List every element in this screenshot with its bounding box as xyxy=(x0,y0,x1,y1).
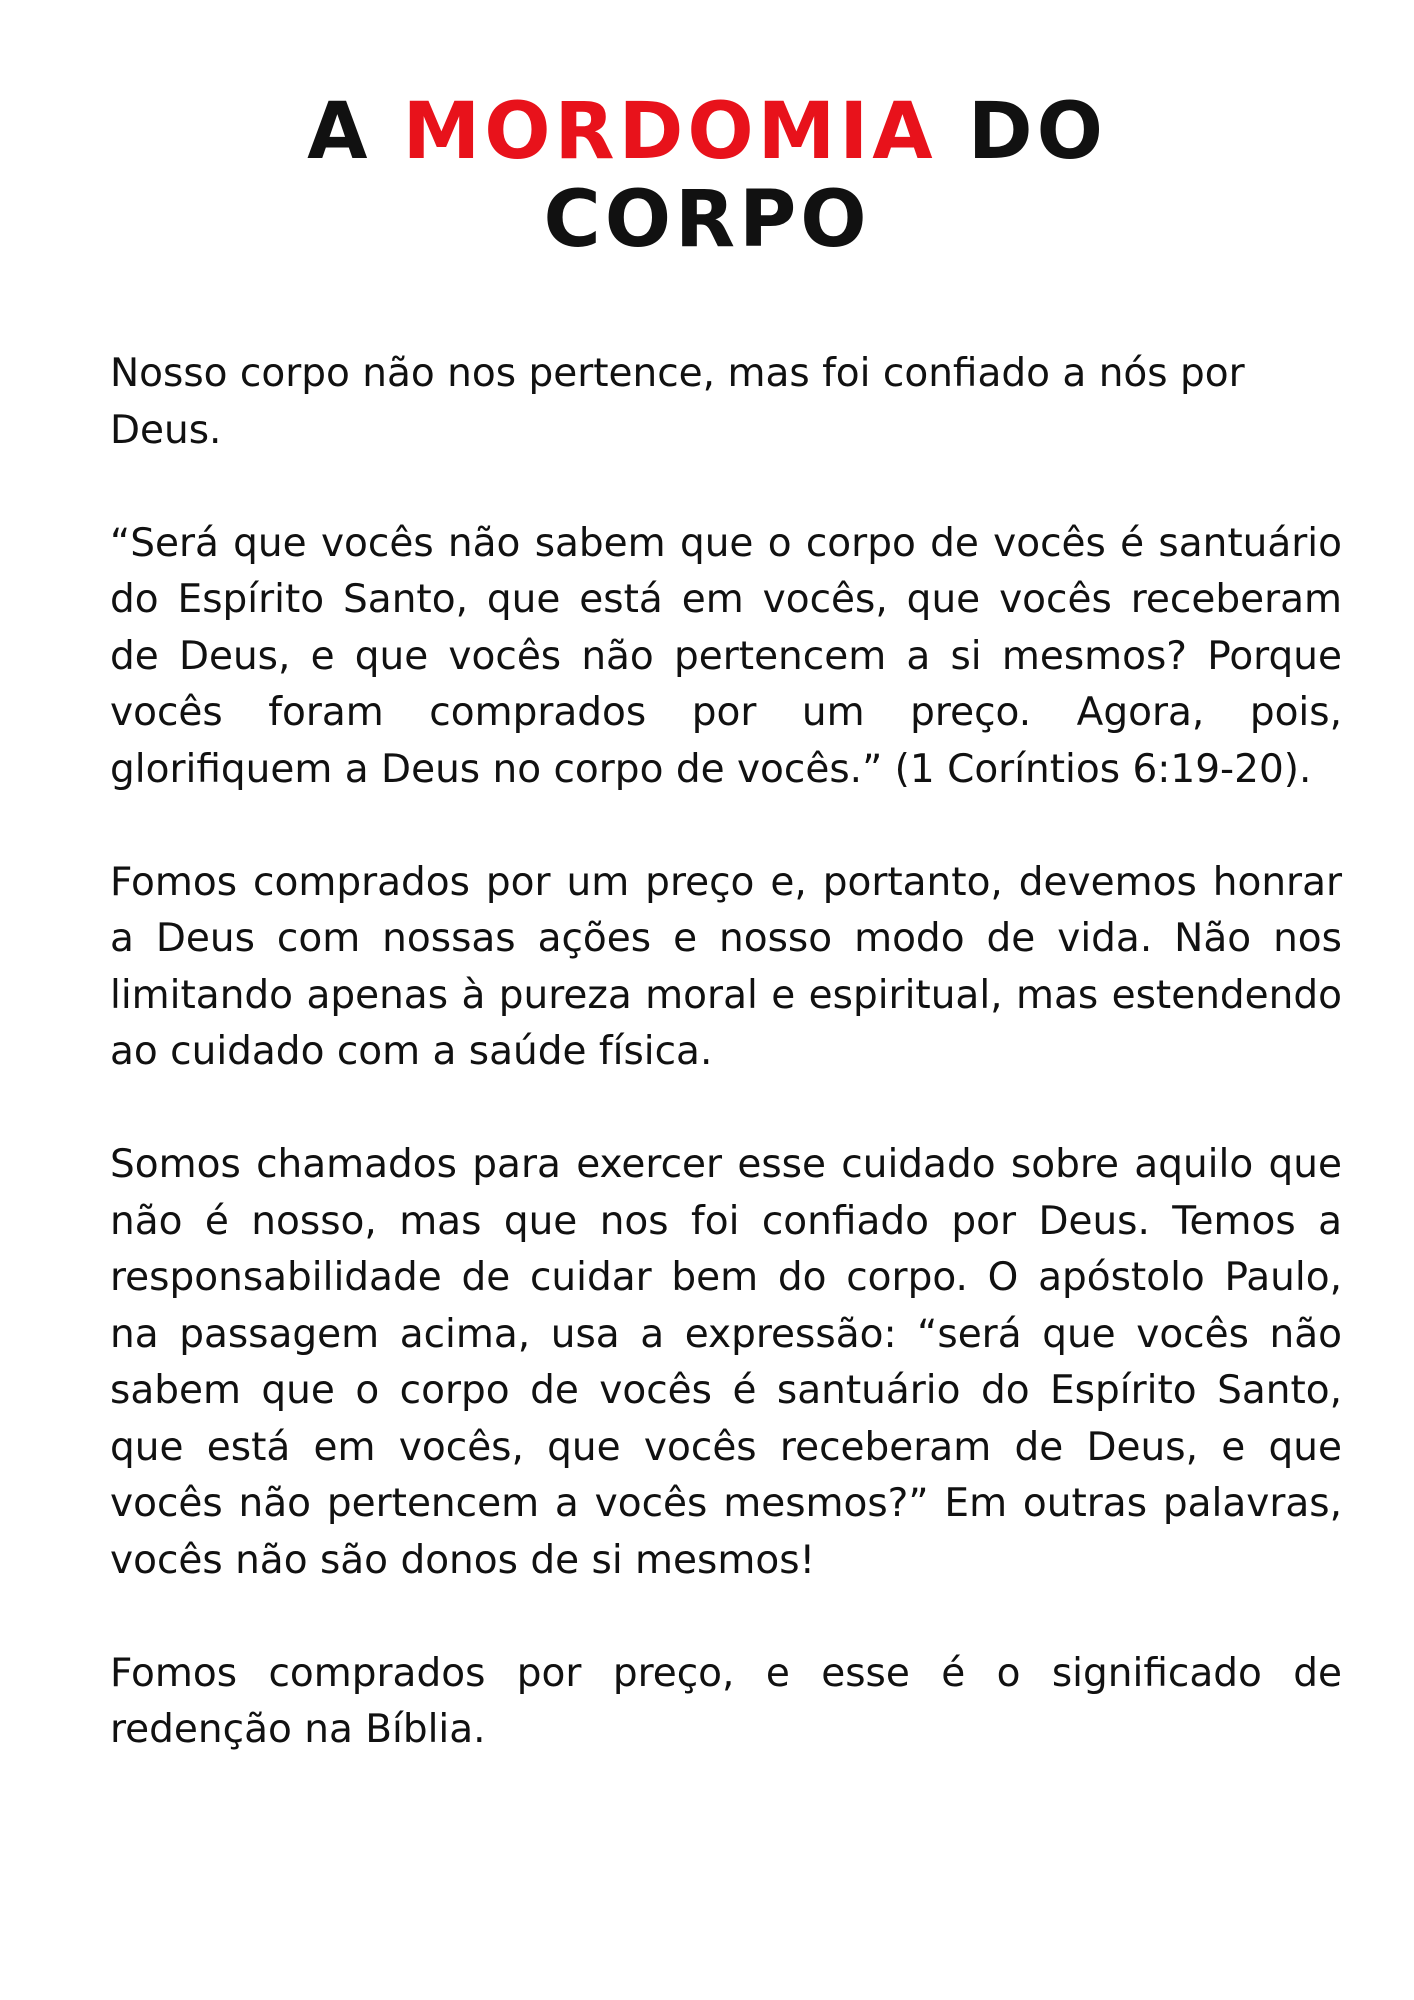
title-highlight: MORDOMIA xyxy=(402,87,937,177)
paragraph-redemption: Fomos comprados por preço, e esse é o significado de redenção na Bíblia. xyxy=(110,1650,1342,1752)
paragraph-honor: Fomos comprados por um preço e, portanto, devemos honrar a Deus com nossas ações e nosso modo de vida. Não nos limitando apenas à pureza moral e espiritual, mas estendendo ao cuidado com a saúde física. xyxy=(110,859,1342,1074)
title-part1: A xyxy=(307,87,403,177)
paragraph-responsibility: Somos chamados para exercer esse cuidado sobre aquilo que não é nosso, mas que nos foi confiado por Deus. Temos a responsabilidade de cuidar bem do corpo. O apóstolo Paulo, na passagem acima, usa a expressão: “será que vocês não sabem que o corpo de vocês é santuário do Espírito Santo, que está em vocês, que vocês receberam de Deus, e que vocês não pertencem a vocês mesmos?” Em outras palavras, vocês não são donos de si mesmos! xyxy=(110,1142,1342,1583)
page-title xyxy=(0,88,1414,264)
title-line2: CORPO xyxy=(543,175,871,265)
body-text xyxy=(110,346,1342,1815)
title-part2: DO xyxy=(936,87,1107,177)
paragraph-scripture-quote: “Será que vocês não sabem que o corpo de vocês é santuário do Espírito Santo, que está em vocês, que vocês receberam de Deus, e que vocês não pertencem a si mesmos? Porque vocês foram comprados por um preço. Agora, pois, glorifiquem a Deus no corpo de vocês.” (1 Coríntios 6:19-20). xyxy=(110,520,1342,792)
paragraph-intro: Nosso corpo não nos pertence, mas foi confiado a nós por Deus. xyxy=(110,351,1245,453)
